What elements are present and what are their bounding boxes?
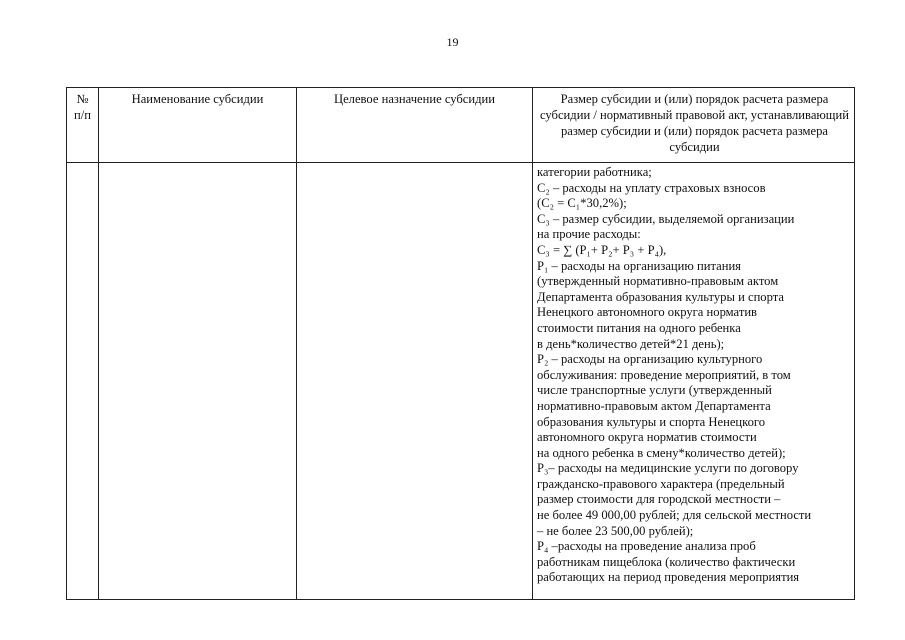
calculation-line: Ненецкого автономного округа норматив	[537, 305, 758, 320]
calculation-line: образования культуры и спорта Ненецкого	[537, 414, 766, 429]
calculation-line: С₃ = ∑ (Р₁+ Р₂+ Р₃ + Р₄),	[537, 242, 667, 257]
calculation-text	[537, 165, 850, 586]
cell-subsidy-amount	[533, 163, 855, 600]
calculation-line: гражданско-правового характера (предельный	[537, 476, 785, 491]
header-number: № п/п	[67, 88, 99, 163]
calculation-line: (С₂ = С₁*30,2%);	[537, 196, 627, 211]
page-number: 19	[446, 35, 459, 49]
table-header-row	[67, 88, 855, 163]
calculation-line: нормативно-правовым актом Департамента	[537, 398, 771, 413]
calculation-line: – не более 23 500,00 рублей);	[537, 523, 694, 538]
calculation-line: (утвержденный нормативно-правовым актом	[537, 274, 779, 289]
cell-subsidy-name	[99, 163, 297, 600]
calculation-line: в день*количество детей*21 день);	[537, 336, 725, 351]
calculation-line: категории работника;	[537, 165, 652, 179]
calculation-line: С₃ – размер субсидии, выделяемой организации	[537, 211, 795, 226]
subsidy-table	[66, 87, 855, 600]
calculation-line: Р₄ –расходы на проведение анализа проб	[537, 539, 756, 554]
calculation-line: работающих на период проведения мероприятия	[537, 570, 800, 585]
calculation-line: автономного округа норматив стоимости	[537, 430, 757, 445]
calculation-line: обслуживания: проведение мероприятий, в том	[537, 367, 791, 382]
cell-number	[67, 163, 99, 600]
calculation-line: числе транспортные услуги (утвержденный	[537, 383, 772, 398]
calculation-line: Департамента образования культуры и спорта	[537, 289, 784, 304]
table-row	[67, 163, 855, 600]
calculation-line: Р₂ – расходы на организацию культурного	[537, 352, 763, 367]
header-subsidy-name: Наименование субсидии	[99, 88, 297, 163]
cell-subsidy-purpose	[297, 163, 533, 600]
header-subsidy-purpose: Целевое назначение субсидии	[297, 88, 533, 163]
calculation-line: на прочие расходы:	[537, 227, 641, 242]
header-subsidy-amount: Размер субсидии и (или) порядок расчета размера субсидии / нормативный правовой акт, устанавливающий размер субсидии и (или) порядок расчета размера субсидии	[533, 88, 855, 163]
calculation-line: не более 49 000,00 рублей; для сельской местности	[537, 508, 812, 523]
calculation-line: стоимости питания на одного ребенка	[537, 320, 741, 335]
calculation-line: работникам пищеблока (количество фактически	[537, 554, 796, 569]
calculation-line: Р₃– расходы на медицинские услуги по договору	[537, 461, 799, 476]
calculation-line: на одного ребенка в смену*количество детей);	[537, 445, 786, 460]
calculation-line: Р₁ – расходы на организацию питания	[537, 258, 741, 273]
calculation-line: С₂ – расходы на уплату страховых взносов	[537, 180, 766, 195]
calculation-line: размер стоимости для городской местности –	[537, 492, 781, 507]
